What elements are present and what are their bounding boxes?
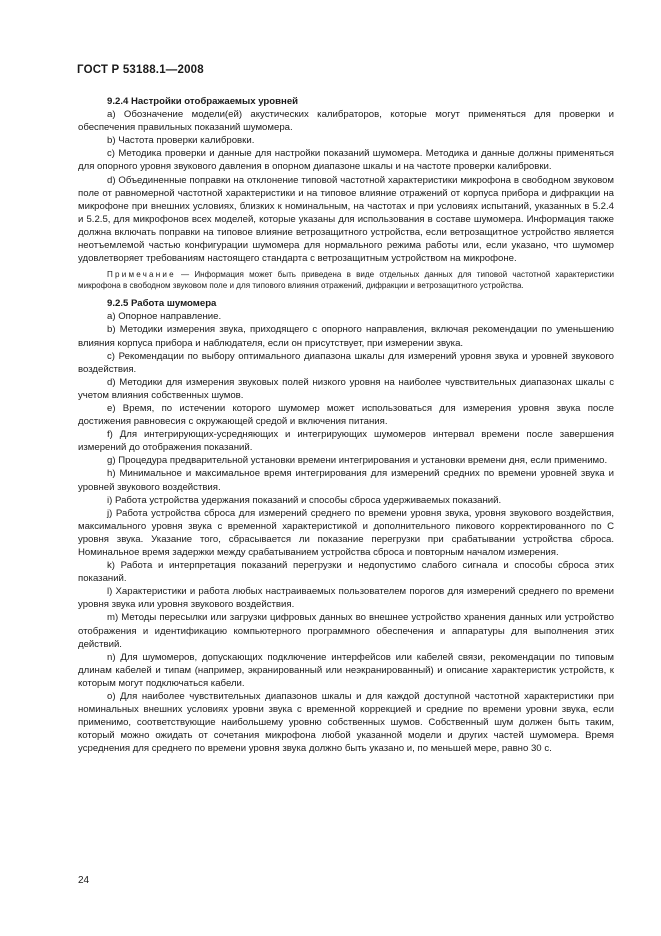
- list-item: b) Методики измерения звука, приходящего с опорного направления, включая рекомендации по уменьшению влияния корпуса прибора и наблюдателя, если он присутствует, при измерении звука.: [78, 324, 614, 349]
- note-label: Примечание: [107, 270, 176, 280]
- list-item: f) Для интегрирующих-усредняющих и интегрирующих шумомеров интервал времени после завершения измерений до отображения показаний.: [78, 429, 614, 454]
- section-heading-9-2-4: 9.2.4 Настройки отображаемых уровней: [107, 96, 299, 107]
- list-item: i) Работа устройства удержания показаний и способы сброса удерживаемых показаний.: [107, 494, 502, 506]
- page-number: 24: [78, 875, 90, 886]
- list-item: e) Время, по истечении которого шумомер может использоваться для измерения уровня звука после достижения равновесия с окружающей средой и включения питания.: [78, 402, 614, 428]
- list-item: h) Минимальное и максимальное время интегрирования для измерений средних по времени уровней звука и уровней звукового воздействия.: [78, 468, 614, 493]
- list-item: a) Обозначение модели(ей) акустических калибраторов, которые могут применяться для проверки и обеспечения правильных показаний шумомера.: [78, 109, 614, 134]
- section-heading-9-2-5: 9.2.5 Работа шумомера: [107, 298, 217, 310]
- list-item: l) Характеристики и работа любых настраиваемых пользователем порогов для измерений среднего по времени уровня звука или уровня звукового воздействия.: [78, 586, 614, 611]
- list-item: a) Опорное направление.: [107, 311, 222, 323]
- list-item: k) Работа и интерпретация показаний перегрузки и недопустимо слабого сигнала и способы сброса этих показаний.: [78, 560, 614, 585]
- page-header: ГОСТ Р 53188.1—2008: [77, 64, 204, 76]
- note: [78, 269, 614, 291]
- list-item: j) Работа устройства сброса для измерений среднего по времени уровня звука, уровня звукового воздействия, максимального уровня звука с временной характеристикой и дополнительного пикового корректированного по C уровня звука. Указание того, сбрасывается ли показание перегрузки при срабатывании устройства сброса. Номинальное время задержки между срабатыванием устройства сброса и повторным началом измерения.: [78, 507, 614, 558]
- list-item: m) Методы пересылки или загрузки цифровых данных во внешнее устройство хранения данных или устройство отображения и идентификацию компьютерного программного обеспечения и аппаратуры для выполнения этих действий.: [78, 612, 614, 650]
- list-item: d) Методики для измерения звуковых полей низкого уровня на наиболее чувствительных диапазонах шкалы с учетом влияния собственных шумов.: [78, 376, 614, 401]
- list-item: d) Объединенные поправки на отклонение типовой частотной характеристики микрофона в свободном звуковом поле от равномерной частотной характеристики и на типовое влияние отражений от корпуса прибора и дифракции на микрофоне при внешних условиях, близких к номинальным, на частотах и при условиях испытаний, указанных в 5.2.4 и 5.2.5, для микрофонов всех моделей, которые указаны для использования в составе шумомера. Информация также должна включать поправки на типовое влияние ветрозащитного устройства, если ветрозащитное устройство является неотъемлемой частью конфигурации шумомера для нормального режима работы или, если указано, что шумомер удовлетворяет требованиям настоящего стандарта с ветрозащитным устройством на микрофоне.: [78, 174, 614, 265]
- list-item: c) Методика проверки и данные для настройки показаний шумомера. Методика и данные должны применяться для опорного уровня звукового давления в опорном диапазоне шкалы и на частоте проверки калибровки.: [78, 148, 614, 173]
- page-body: [78, 95, 614, 756]
- note-text: — Информация может быть приведена в виде отдельных данных для типовой частотной характеристики микрофона в свободном звуковом поле и для типового влияния отражений, дифракции и ветрозащитного устройства.: [78, 270, 614, 291]
- list-item: n) Для шумомеров, допускающих подключение интерфейсов или кабелей связи, рекомендации по типовым длинам кабелей и типам (например, экранированный или неэкранированный) и описание характеристик устройств, к которым могут подключаться кабели.: [78, 651, 614, 689]
- list-item: c) Рекомендации по выбору оптимального диапазона шкалы для измерений уровня звука и уровней звукового воздействия.: [78, 350, 614, 375]
- list-item: g) Процедура предварительной установки времени интегрирования и установки времени дня, если применимо.: [107, 455, 608, 467]
- list-item: b) Частота проверки калибровки.: [107, 135, 255, 147]
- list-item: o) Для наиболее чувствительных диапазонов шкалы и для каждой доступной частотной характеристики при номинальных внешних условиях уровни звука с временной коррекцией и средние по времени уровни звука, если применимо, соответствующие наибольшему уровню собственных шумов. Собственный шум должен быть таким, который можно ожидать от сочетания микрофона любой указанной модели и других частей шумомера. Время усреднения для среднего по времени уровня звука должно быть указано и, по меньшей мере, равно 30 с.: [78, 691, 614, 755]
